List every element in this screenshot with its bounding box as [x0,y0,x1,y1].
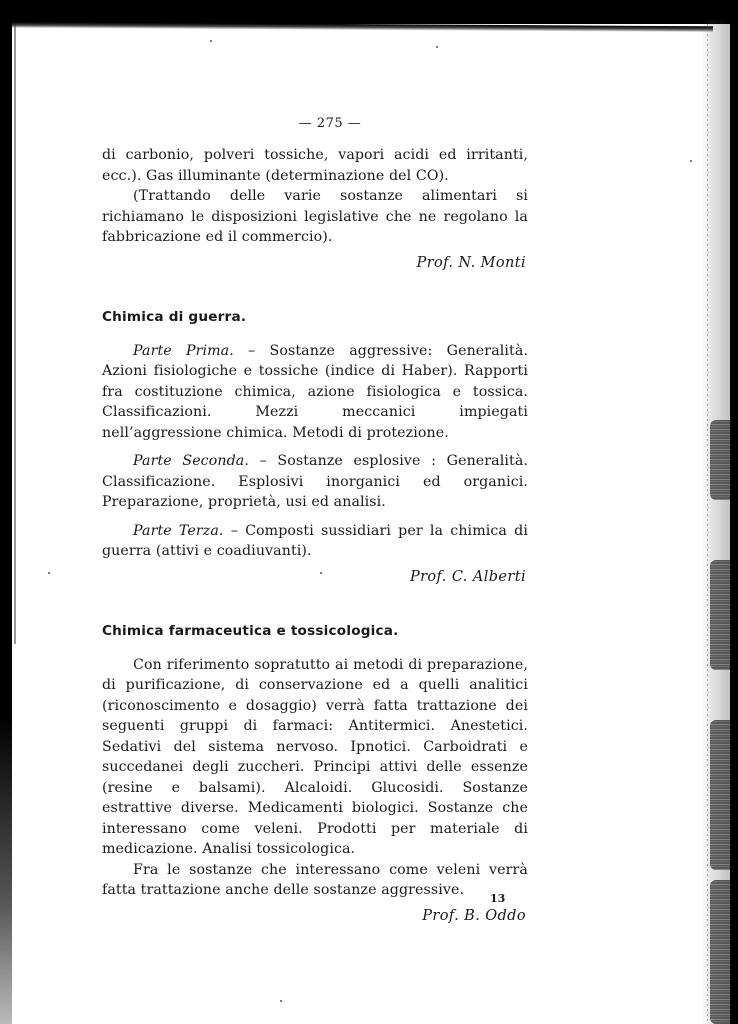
part-text: – Sostanze esplosive : Generalità. Classificazione. Esplosivi inorganici ed organici. Preparazione, proprietà, usi ed analisi. [102,453,528,510]
chimica-farmaceutica-section [102,623,528,924]
part-paragraph [102,521,528,562]
binding-band [710,720,732,870]
body-paragraph: Fra le sostanze che interessano come veleni verrà fatta trattazione anche delle sostanze aggressive. [102,861,528,898]
part-label: Parte Seconda. [133,453,249,469]
scan-speck [690,160,692,162]
scan-speck [280,1000,282,1002]
scan-left-border [0,0,12,1024]
part-text: – Sostanze aggressive: Generalità. Azioni fisiologiche e tossiche (indice di Haber). Rapporti fra costituzione chimica, azione fisiologica e tossica. Classificazioni. Mezzi meccanici impiegati nell’aggressione chimica. Metodi di protezione. [102,342,528,441]
sheet-signature-number: 13 [490,892,506,905]
scan-speck [210,40,212,42]
part-text: – Composti sussidiari per la chimica di guerra (attivi e coadiuvanti). [102,522,528,559]
page-content [102,116,528,924]
signature-oddo: Prof. B. Oddo [422,907,526,924]
part-paragraph [102,341,528,444]
binding-band [710,560,732,670]
binding-stitch-line [707,24,708,1024]
signature-monti: Prof. N. Monti [416,254,526,271]
part-label: Parte Prima. [133,342,234,359]
scan-speck [436,46,438,48]
body-paragraph: Con riferimento sopratutto ai metodi di preparazione, di purificazione, di conservazione ed a quelli analitici (riconoscimento e dosaggio) verrà fatta trattazione dei seguenti gruppi di farmaci: Antitermici. Anestetici. Sedativi del sistema nervoso. Ipnotici. Carboidrati e succedanei degli zuccheri. Principi attivi delle essenze (resine e balsami). Alcaloidi. Glucosidi. Sostanze estrattive diverse. Medicamenti biologici. Sostanze che interessano come veleni. Prodotti per materiale di medicazione. Analisi tossicologica. [102,656,528,857]
part-paragraph [102,451,528,513]
section-heading: Chimica farmaceutica e tossicologica. [102,622,399,639]
scan-right-border [730,0,738,1024]
intro-paragraph: (Trattando delle varie sostanze alimentari si richiamano le disposizioni legislative che ne regolano la fabbricazione ed il commercio). [102,188,528,245]
intro-paragraph: di carbonio, polveri tossiche, vapori acidi ed irritanti, ecc.). Gas illuminante (determinazione del CO). [102,147,528,184]
section-heading: Chimica di guerra. [102,308,247,325]
scan-speck [48,572,50,574]
page-left-edge [14,24,16,644]
part-label: Parte Terza. [133,522,224,539]
intro-section [102,145,528,271]
chimica-di-guerra-section [102,309,528,585]
scan-top-border [0,0,738,24]
signature-alberti: Prof. C. Alberti [409,568,526,585]
page-number: — 275 — [298,116,362,131]
binding-band [710,880,732,1024]
binding-band [710,420,732,500]
